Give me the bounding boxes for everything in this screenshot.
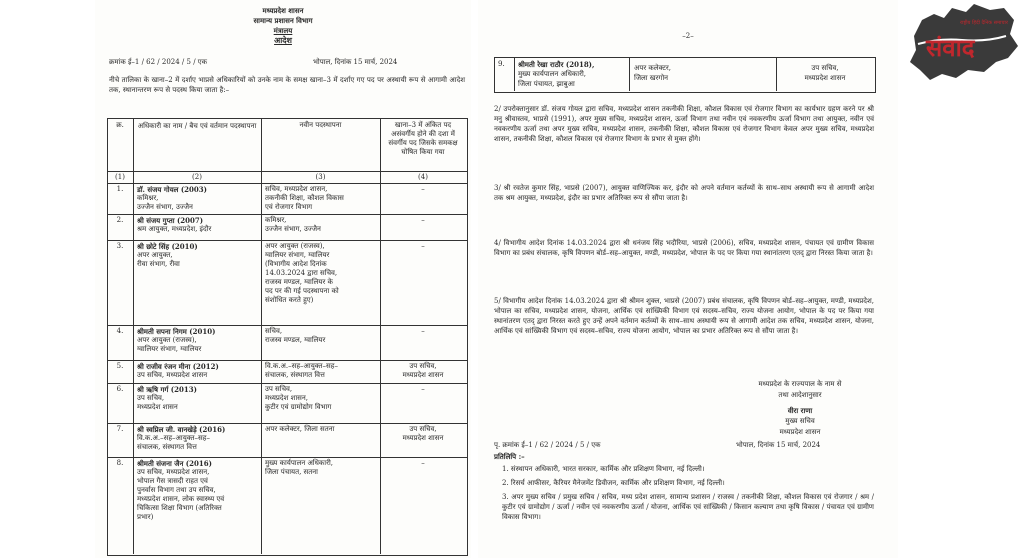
copy-item-3: 3. अपर मुख्य सचिव / प्रमुख सचिव / सचिव, मध्य प्रदेश शासन, सामान्य प्रशासन / राजस्व / तकनीकी शिक्षा, कौशल विकास एवं रोजगार / श्रम / कुटीर एवं ग्रामोद्योग / ऊर्जा / नवीन एवं नवकरणीय ऊर्जा / योजना, आर्थिक एवं सांख्यिकी / किसान कल्याण तथा कृषि विकास / पंचायत एवं ग्रामीण विकास विभाग। (502, 493, 874, 521)
sig-govt: मध्यप्रदेश शासन (779, 428, 821, 436)
header-ministry: मंत्रालय (273, 26, 293, 35)
header-order: आदेश (274, 35, 292, 45)
officer-name: श्रीमती संजना जैन (2016) (137, 459, 212, 468)
th-new-post: नवीन पदस्थापना (299, 121, 342, 129)
sig-line-1: तथा आदेशानुसार (778, 391, 822, 399)
officer-current-post: अपर आयुक्त (राजस्व), (137, 336, 197, 344)
officer-current-post: रीवा संभाग, रीवा (137, 260, 180, 268)
row9-officer-2: जिला पंचायत, झाबुआ (518, 80, 575, 88)
new-posting: संशोधित करते हुए) (265, 296, 314, 304)
row-sno: 5. (116, 362, 124, 370)
officer-name: श्री छोटे सिंह (2010) (137, 242, 198, 251)
cadre-post: उप सचिव, (409, 362, 437, 370)
officer-current-post: वि.क.अ.–सह–आयुक्त–सह– (137, 434, 210, 442)
officer-name: श्री राजीव रंजन मीना (2012) (137, 362, 219, 371)
officer-current-post: ग्वालियर संभाग, ग्वालियर (137, 345, 202, 353)
endorse-date: भोपाल, दिनांक 15 मार्च, 2024 (736, 441, 821, 449)
officer-current-post: मध्यप्रदेश शासन (137, 403, 178, 411)
col-divider (514, 57, 515, 91)
col-divider (629, 57, 630, 91)
officer-current-post: श्रम आयुक्त, मध्यप्रदेश, इंदौर (137, 225, 212, 233)
row9-cadre-0: उप सचिव, (811, 64, 839, 72)
samvad-logo (900, 0, 1024, 96)
new-posting: उज्जैन संभाग, उज्जैन (265, 225, 321, 233)
th-cadre-post: खाना–3 में अंकित पद असंवर्गीय होने की दशा में संवर्गीय पद जिसके समकक्ष घोषित किया गया (388, 121, 458, 156)
row-sno: 1. (116, 185, 124, 193)
cadre-post: – (421, 185, 425, 193)
new-posting: कमिश्नर, (265, 216, 287, 224)
new-posting: 14.03.2024 द्वारा सचिव, (265, 269, 338, 277)
row9-officer-0: श्रीमती रेखा राठौर (2018), (518, 60, 595, 69)
para-4: 4/ विभागीय आदेश दिनांक 14.03.2024 द्वारा श्री धनंजय सिंह भदौरिया, भाप्रसे (2006), सचिव, मध्यप्रदेश शासन, पंचायत एवं ग्रामीण विकास विभाग का प्रबंध संचालक, कृषि विपणन बोर्ड–सह–आयुक्त, मण्डी, मध्यप्रदेश, भोपाल के पद पर किया गया स्थानांतरण एतद् द्वारा निरस्त किया जाता है। (494, 239, 874, 257)
officer-current-post: भोपाल गैस त्रासदी राहत एवं (137, 477, 208, 485)
cadre-post: – (421, 459, 425, 467)
order-number: क्रमांक ई–1 / 62 / 2024 / 5 / एक (109, 58, 208, 66)
officer-name: श्री संजय गुप्ता (2007) (137, 216, 204, 225)
cadre-post: – (421, 216, 425, 224)
row-sno: 6. (116, 385, 124, 393)
row-line (107, 214, 467, 215)
new-posting: वि.क.अ.–सह–आयुक्त–सह– (265, 362, 338, 370)
officer-current-post: उज्जैन संभाग, उज्जैन (137, 203, 193, 211)
logo-title: संवाद (926, 34, 975, 62)
sig-designation: मुख्य सचिव (785, 417, 815, 425)
officer-name: श्री स्वप्निल जी. वानखेड़े (2016) (137, 425, 226, 434)
col-num-3: (3) (315, 173, 326, 181)
cadre-post: – (421, 385, 425, 393)
officer-current-post: मध्यप्रदेश शासन, लोक स्वास्थ्य एवं (137, 495, 225, 503)
row9-new-0: अपर कलेक्टर, (634, 64, 671, 72)
new-posting: अपर कलेक्टर, जिला सतना (265, 425, 335, 433)
new-posting: मध्यप्रदेश शासन, (265, 394, 308, 402)
new-posting: अपर आयुक्त (राजस्व), (265, 242, 325, 250)
page-number: –2– (682, 32, 694, 40)
row9-cadre-1: मध्यप्रदेश शासन (804, 74, 846, 82)
row-sno: 3. (116, 242, 124, 250)
row-line (107, 423, 467, 424)
new-posting: तकनीकी शिक्षा, कौशल विकास (265, 194, 344, 202)
sig-name: वीरा राणा (787, 406, 813, 415)
order-page-2 (478, 0, 898, 558)
officer-name: श्रीमती सपना निगम (2010) (137, 327, 216, 336)
row9-officer-1: मुख्य कार्यपालन अधिकारी, (518, 70, 587, 78)
copy-item-2: 2. रिसर्च आफीसर, कैरियर मैनेजमेंट डिवीजन, कार्मिक और प्रशिक्षण विभाग, नई दिल्ली। (502, 479, 725, 487)
new-posting: एवं रोजगार विभाग (265, 203, 313, 211)
officer-current-post: संचालक, संस्थागत वित्त (137, 443, 197, 451)
new-posting: राजस्व मण्डल, ग्वालियर के (265, 278, 333, 286)
row-line (107, 360, 467, 361)
cadre-post: उप सचिव, (409, 425, 437, 433)
header-dept: सामान्य प्रशासन विभाग (253, 16, 313, 25)
logo-tagline: राष्ट्रीय हिंदी दैनिक समाचार (960, 20, 1008, 26)
officer-current-post: उप सचिव, मध्यप्रदेश शासन (137, 371, 208, 379)
new-posting: मुख्य कार्यपालन अधिकारी, (265, 459, 334, 467)
officer-name: श्री ऋषि गर्ग (2013) (137, 385, 197, 394)
sig-line-0: मध्यप्रदेश के राज्यपाल के नाम से (758, 380, 842, 388)
copy-label: प्रतिलिपि :– (494, 452, 525, 461)
new-posting: कुटीर एवं ग्रामोद्योग विभाग (265, 403, 332, 411)
new-posting: सचिव, (265, 327, 283, 335)
new-posting: (विभागीय आदेश दिनांक (265, 260, 327, 268)
cadre-post: मध्यप्रदेश शासन (402, 434, 444, 442)
endorse-number: पृ. क्रमांक ई–1 / 62 / 2024 / 5 / एक (494, 441, 601, 449)
officer-current-post: प्रभार) (137, 513, 154, 521)
copy-item-1: 1. संस्थापन अधिकारी, भारत सरकार, कार्मिक और प्रशिक्षण विभाग, नई दिल्ली। (502, 465, 705, 473)
row-line (107, 183, 467, 184)
officer-current-post: चिकित्सा शिक्षा विभाग (अतिरिक्त (137, 504, 222, 512)
row9-sno: 9. (498, 60, 505, 68)
new-posting: पद पर की गई पदस्थापना को (265, 287, 339, 295)
new-posting: उप सचिव, (265, 385, 293, 393)
col-num-2: (2) (192, 173, 202, 181)
officer-current-post: पुनर्वास विभाग तथा उप सचिव, (137, 486, 216, 494)
row-line (107, 240, 467, 241)
officer-current-post: कमिश्नर, (137, 194, 159, 202)
new-posting: जिला पंचायत, सतना (265, 468, 318, 476)
row-sno: 2. (116, 216, 124, 224)
row9-new-1: जिला खरगोन (634, 74, 669, 82)
para-5: 5/ विभागीय आदेश दिनांक 14.03.2024 द्वारा श्री श्रीमन शुक्ल, भाप्रसे (2007) प्रबंध संचालक, कृषि विपणन बोर्ड–सह–आयुक्त, मण्डी, मध्यप्रदेश, भोपाल का सचिव, मध्यप्रदेश शासन, योजना, आर्थिक एवं सांख्यिकी विभाग एवं सदस्य–सचिव, राज्य योजना आयोग, भोपाल के पद पर किया गया स्थानांतरण एतद् द्वारा निरस्त करते हुए उन्हें अपने वर्तमान कर्तव्यों के साथ–साथ अस्थायी रूप से आगामी आदेश तक सचिव, मध्यप्रदेश शासन, योजना, आर्थिक एवं सांख्यिकी विभाग एवं सदस्य–सचिव, राज्य योजना आयोग, भोपाल का प्रभार अतिरिक्त रूप से सौंपा जाता है। (494, 297, 874, 335)
officer-current-post: उप सचिव, (137, 394, 165, 402)
para-2: 2/ उपरोक्तानुसार डॉ. संजय गोयल द्वारा सचिव, मध्यप्रदेश शासन तकनीकी शिक्षा, कौशल विकास एवं रोजगार विभाग का कार्यभार ग्रहण करने पर श्री मनु श्रीवास्तव, भाप्रसे (1991), अपर मुख्य सचिव, मध्यप्रदेश शासन, ऊर्जा विभाग तथा नवीन एवं नवकरणीय ऊर्जा विभाग तथा आयुक्त, नवीन एवं नवकरणीय ऊर्जा तथा अपर मुख्य सचिव, मध्यप्रदेश शासन, तकनीकी शिक्षा, कौशल विकास एवं रोजगार विभाग केवल अपर मुख्य सचिव, मध्यप्रदेश शासन, तकनीकी शिक्षा, कौशल विकास एवं रोजगार विभाग के प्रभार से मुक्त होंगे। (494, 105, 874, 143)
order-date: भोपाल, दिनांक 15 मार्च, 2024 (313, 58, 398, 66)
row-line (107, 325, 467, 326)
row-line (107, 457, 467, 458)
th-sno: क्र. (116, 121, 124, 129)
para-3: 3/ श्री रवतेज कुमार सिंह, भाप्रसे (2007), आयुक्त वाणिज्यिक कर, इंदौर को अपने वर्तमान कर्तव्यों के साथ–साथ अस्थायी रूप से आगामी आदेश तक श्रम आयुक्त, मध्यप्रदेश, इंदौर का प्रभार अतिरिक्त रूप से सौंपा जाता है। (494, 184, 874, 202)
intro-text: नीचे तालिका के खाना–2 में दर्शाए भाप्रसे अधिकारियों को उनके नाम के समक्ष खाना–3 में दर्शाए गए पद पर अस्थायी रूप से आगामी आदेश तक, स्थानान्तरण रूप से पदस्थ किया जाता है:– (109, 76, 465, 94)
new-posting: राजस्व मण्डल, ग्वालियर (265, 336, 326, 344)
officer-current-post: उप सचिव, मध्यप्रदेश शासन, (137, 468, 210, 476)
officer-current-post: अपर आयुक्त, (137, 251, 173, 259)
new-posting: संचालक, संस्थागत वित्त (265, 371, 325, 379)
row-sno: 4. (116, 327, 124, 335)
header-state: मध्यप्रदेश शासन (262, 6, 304, 15)
new-posting: सचिव, मध्यप्रदेश शासन, (265, 185, 328, 193)
th-officer: अधिकारी का नाम / बैच एवं वर्तमान पदस्थापना (137, 122, 257, 130)
cadre-post: मध्यप्रदेश शासन (402, 371, 444, 379)
cadre-post: – (421, 327, 425, 335)
col-num-1: (1) (115, 173, 125, 181)
col-num-4: (4) (418, 173, 428, 181)
row-sno: 7. (116, 425, 124, 433)
row-sno: 8. (116, 459, 124, 467)
row-line (107, 383, 467, 384)
order-page-1 (95, 0, 471, 558)
officer-name: डॉ. संजय गोयल (2003) (137, 185, 207, 194)
cadre-post: – (421, 242, 425, 250)
new-posting: ग्वालियर संभाग, ग्वालियर (265, 251, 330, 259)
row-line (107, 171, 467, 172)
